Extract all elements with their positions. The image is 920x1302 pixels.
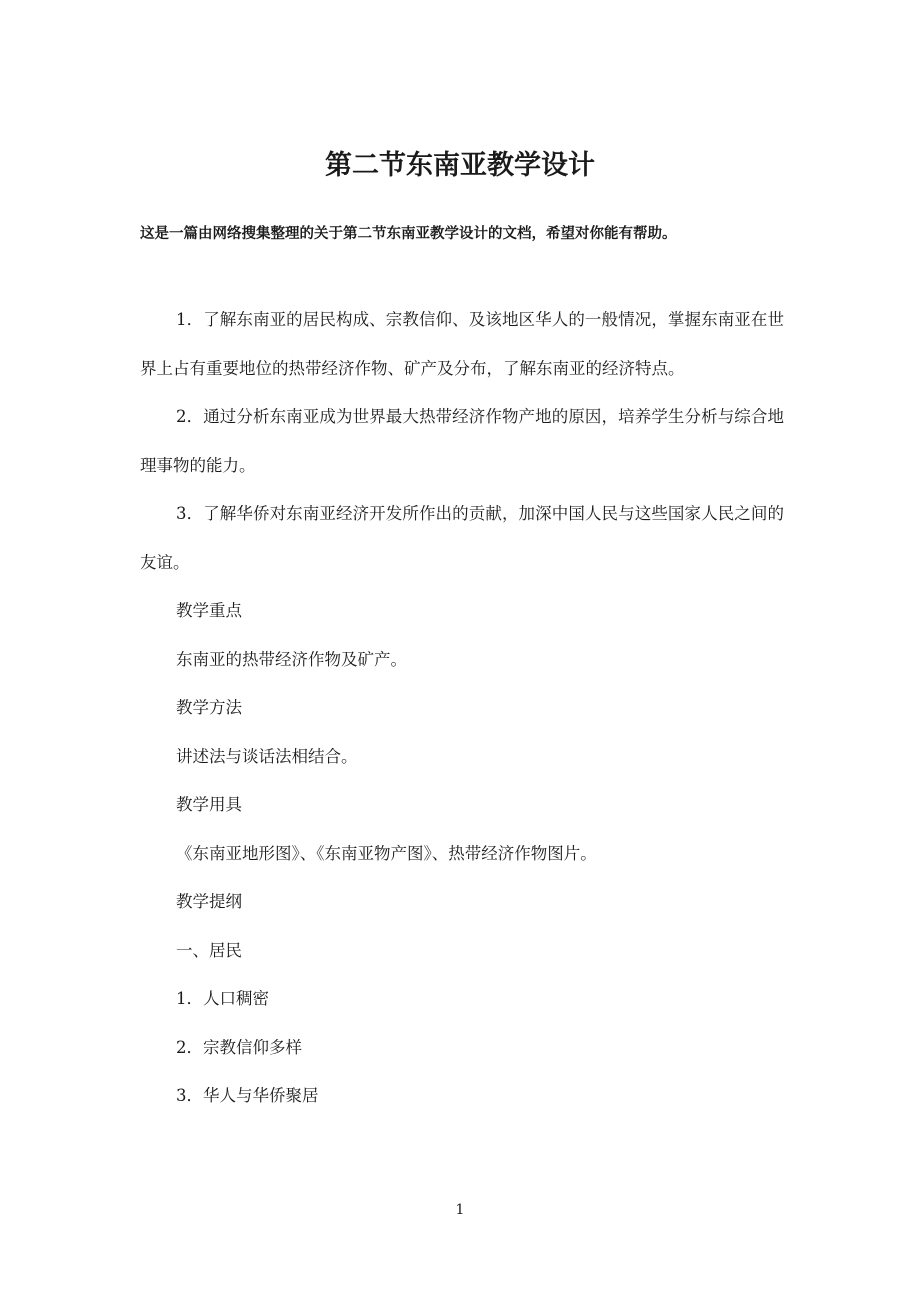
- document-title: 第二节东南亚教学设计: [325, 150, 595, 181]
- outline-item-2: 2．宗教信仰多样: [176, 1037, 302, 1057]
- objective-paragraph-3: 3．了解华侨对东南亚经济开发所作出的贡献，加深中国人民与这些国家人民之间的友谊。: [140, 504, 784, 572]
- teaching-focus-text: 东南亚的热带经济作物及矿产。: [176, 649, 407, 669]
- outline-item-3: 3．华人与华侨聚居: [176, 1086, 319, 1105]
- section-heading-teaching-outline: 教学提纲: [176, 892, 242, 911]
- teaching-tools-text: 《东南亚地形图》、《东南亚物产图》、热带经济作物图片。: [176, 843, 597, 863]
- outline-heading-residents: 一、居民: [176, 940, 242, 960]
- section-heading-teaching-method: 教学方法: [176, 698, 242, 717]
- objective-paragraph-1: 1．了解东南亚的居民构成、宗教信仰、及该地区华人的一般情况，掌握东南亚在世界上占有重要地位的热带经济作物、矿产及分布，了解东南亚的经济特点。: [140, 310, 784, 378]
- outline-item-1: 1．人口稠密: [176, 989, 269, 1008]
- document-subtitle: 这是一篇由网络搜集整理的关于第二节东南亚教学设计的文档，希望对你能有帮助。: [140, 226, 677, 242]
- teaching-method-text: 讲述法与谈话法相结合。: [176, 746, 358, 766]
- document-body: [140, 296, 784, 1121]
- section-heading-teaching-focus: 教学重点: [176, 601, 242, 620]
- page-number: 1: [455, 1202, 465, 1218]
- section-heading-teaching-tools: 教学用具: [176, 795, 242, 814]
- objective-paragraph-2: 2．通过分析东南亚成为世界最大热带经济作物产地的原因，培养学生分析与综合地理事物的能力。: [140, 407, 784, 475]
